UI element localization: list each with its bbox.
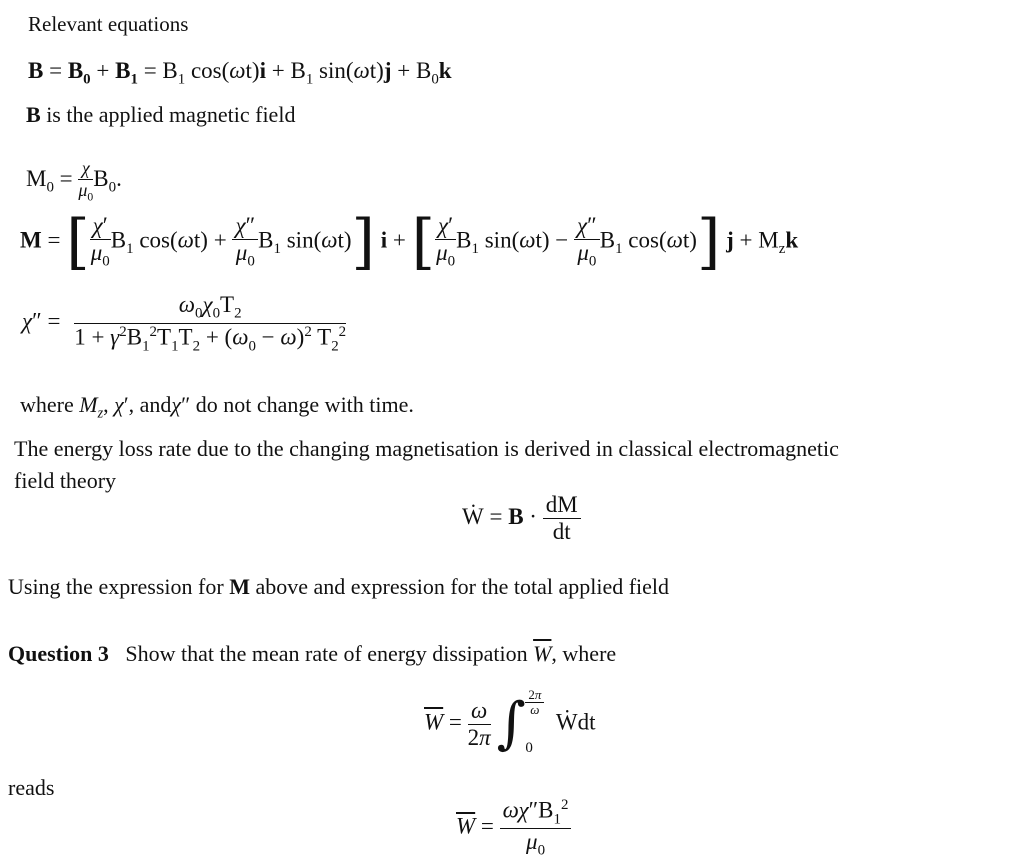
- wdot-denominator: dt: [552, 519, 571, 544]
- energy-text-line1: The energy loss rate due to the changing magnetisation is derived in classical electromagnetic: [14, 436, 839, 461]
- where-text: where $M_z$, χ′, andχ″ do not change with time.: [20, 392, 414, 422]
- using-text-b: M: [229, 574, 250, 599]
- question: Question 3 Show that the mean rate of energy dissipation $\overline{W}$, where: [8, 641, 617, 666]
- using-text-a: Using the expression for: [8, 574, 224, 599]
- equation-b-field: $B = B_0 + B_1 = B_1$ $\cos(\omega t)i + B_1$ $\sin(\omega t)j + B_0k$: [28, 58, 452, 88]
- equation-m0: $M_0$ = $\frac{\chi}{\mu_0}$ $B_0$.: [26, 158, 122, 204]
- using-text: [8, 574, 669, 600]
- wdot-numerator: dM: [543, 492, 581, 519]
- energy-text-line2: field theory: [14, 468, 117, 493]
- question-label: Question 3: [8, 641, 109, 666]
- equation-mean-integral: $\overline{W}$ = $\frac{\omega}{2\pi}$ ∫ $\frac{2\pi}{\omega}$ 0 Ẇdt: [424, 687, 596, 757]
- section-heading: Relevant equations: [28, 12, 189, 36]
- equation-result: $\overline{W}$ = $\frac{\omega\chi''B_1^2}{\mu_0}$: [456, 797, 571, 860]
- b-description: B is the applied magnetic field: [26, 102, 296, 127]
- reads-text: reads: [8, 775, 55, 800]
- using-text-c: above and expression for the total applied field: [255, 574, 670, 599]
- equation-m: M = [ $\frac{\chi'}{\mu_0}$ $B_1$ cos(ωt) + $\frac{\chi''}{\mu_0}$ $B_1$ sin(ωt)] i + [ $\frac{\chi'}{\mu_0}$ $B_1$ sin(ωt) − $\frac{\chi''}{\mu_0}$ $B_1$ cos(ωt)] $j + M_zk$: [20, 207, 799, 277]
- equation-chi-double-prime: χ″ = $\frac{\omega_0\chi_0T_2}{1 + \gamma^2B_1^2T_1T_2 + (\omega_0 - \omega)^2 T_2^2}$: [22, 292, 347, 354]
- b-description-text: is the applied magnetic field: [46, 102, 296, 127]
- equation-w-dot: Ẇ = B · $\frac{dM}{dt}$: [462, 492, 581, 545]
